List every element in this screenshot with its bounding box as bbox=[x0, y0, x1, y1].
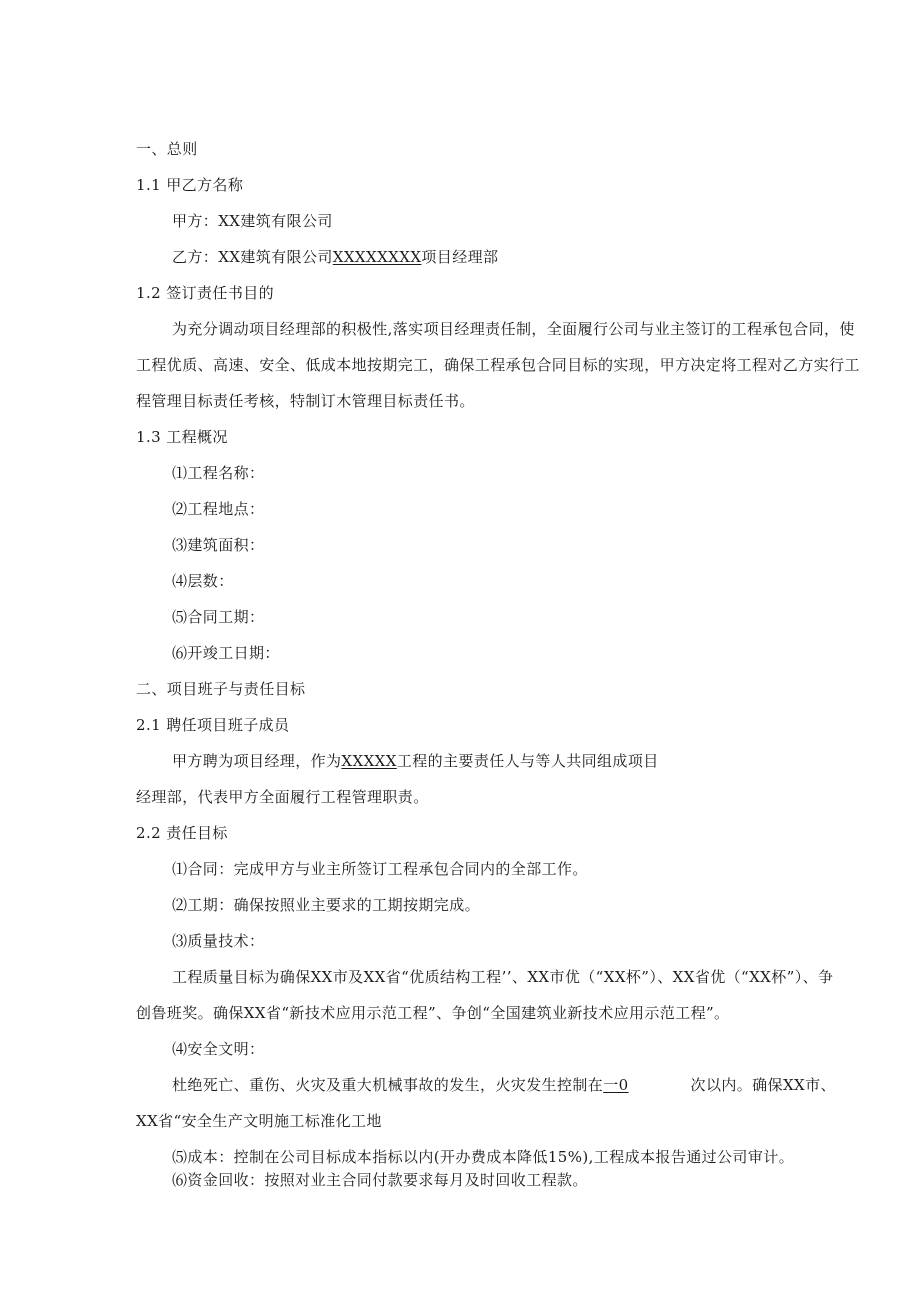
section-2-heading: 二、项目班子与责任目标 bbox=[136, 680, 306, 698]
section-1-3-heading: 1.3 工程概况 bbox=[136, 428, 228, 446]
party-b-prefix: 乙方：XX建筑有限公司 bbox=[172, 248, 333, 266]
target-safety-heading: ⑷安全文明： bbox=[172, 1040, 265, 1058]
appointment-suffix: 工程的主要责任人与等人共同组成项目 bbox=[396, 752, 659, 770]
overview-contract-period: ⑸合同工期： bbox=[172, 608, 265, 626]
section-1-1-heading: 1.1 甲乙方名称 bbox=[136, 176, 244, 194]
target-contract: ⑴合同：完成甲方与业主所签订工程承包合同内的全部工作。 bbox=[172, 860, 588, 878]
appointment-project-blank: XXXXX bbox=[341, 752, 397, 770]
overview-project-location: ⑵工程地点： bbox=[172, 500, 265, 518]
party-b-blank: XXXXXXXX bbox=[332, 248, 422, 266]
target-quality-heading: ⑶质量技术： bbox=[172, 932, 265, 950]
overview-building-area: ⑶建筑面积： bbox=[172, 536, 265, 554]
section-2-1-heading: 2.1 聘任项目班子成员 bbox=[136, 716, 290, 734]
appointment-line-2: 经理部，代表甲方全面履行工程管理职责。 bbox=[136, 788, 429, 806]
safety-count-blank: 一0 bbox=[603, 1076, 629, 1094]
party-b-suffix: 项目经理部 bbox=[421, 248, 499, 266]
overview-start-end-date: ⑹开竣工日期： bbox=[172, 644, 280, 662]
appointment-line-1 bbox=[172, 751, 659, 771]
target-fund-recovery: ⑹资金回收：按照对业主合同付款要求每月及时回收工程款。 bbox=[172, 1171, 588, 1189]
target-cost: ⑸成本：控制在公司目标成本指标以内(开办费成本降低15%),工程成本报告通过公司审计。 bbox=[172, 1148, 795, 1166]
safety-line-1 bbox=[172, 1075, 836, 1095]
party-b-line bbox=[172, 247, 498, 267]
appointment-prefix: 甲方聘为项目经理，作为 bbox=[172, 752, 342, 770]
purpose-line-2: 工程优质、高速、安全、低成本地按期完工，确保工程承包合同目标的实现，甲方决定将工程对乙方实行工 bbox=[136, 356, 860, 374]
safety-prefix: 杜绝死亡、重伤、火灾及重大机械事故的发生，火灾发生控制在 bbox=[172, 1076, 604, 1094]
safety-line-2: XX省“安全生产文明施工标准化工地 bbox=[136, 1112, 382, 1130]
section-1-2-heading: 1.2 签订责任书目的 bbox=[136, 284, 275, 302]
section-1-heading: 一、总则 bbox=[136, 140, 198, 158]
overview-floors: ⑷层数： bbox=[172, 572, 234, 590]
purpose-line-3: 程管理目标责任考核，特制订木管理目标责任书。 bbox=[136, 392, 475, 410]
party-a-line: 甲方：XX建筑有限公司 bbox=[172, 212, 333, 230]
safety-suffix: 次以内。确保XX市、 bbox=[690, 1076, 836, 1094]
overview-project-name: ⑴工程名称： bbox=[172, 464, 265, 482]
quality-line-2: 创鲁班奖。确保XX省“新技术应用示范工程”、争创“全国建筑业新技术应用示范工程”。 bbox=[136, 1004, 730, 1022]
target-schedule: ⑵工期：确保按照业主要求的工期按期完成。 bbox=[172, 896, 481, 914]
purpose-line-1: 为充分调动项目经理部的积极性,落实项目经理责任制，全面履行公司与业主签订的工程承包合同，使 bbox=[172, 320, 855, 338]
quality-line-1: 工程质量目标为确保XX市及XX省“优质结构工程’’、XX市优（“XX杯”）、XX省优（“XX杯”）、争 bbox=[172, 968, 834, 986]
section-2-2-heading: 2.2 责任目标 bbox=[136, 824, 228, 842]
